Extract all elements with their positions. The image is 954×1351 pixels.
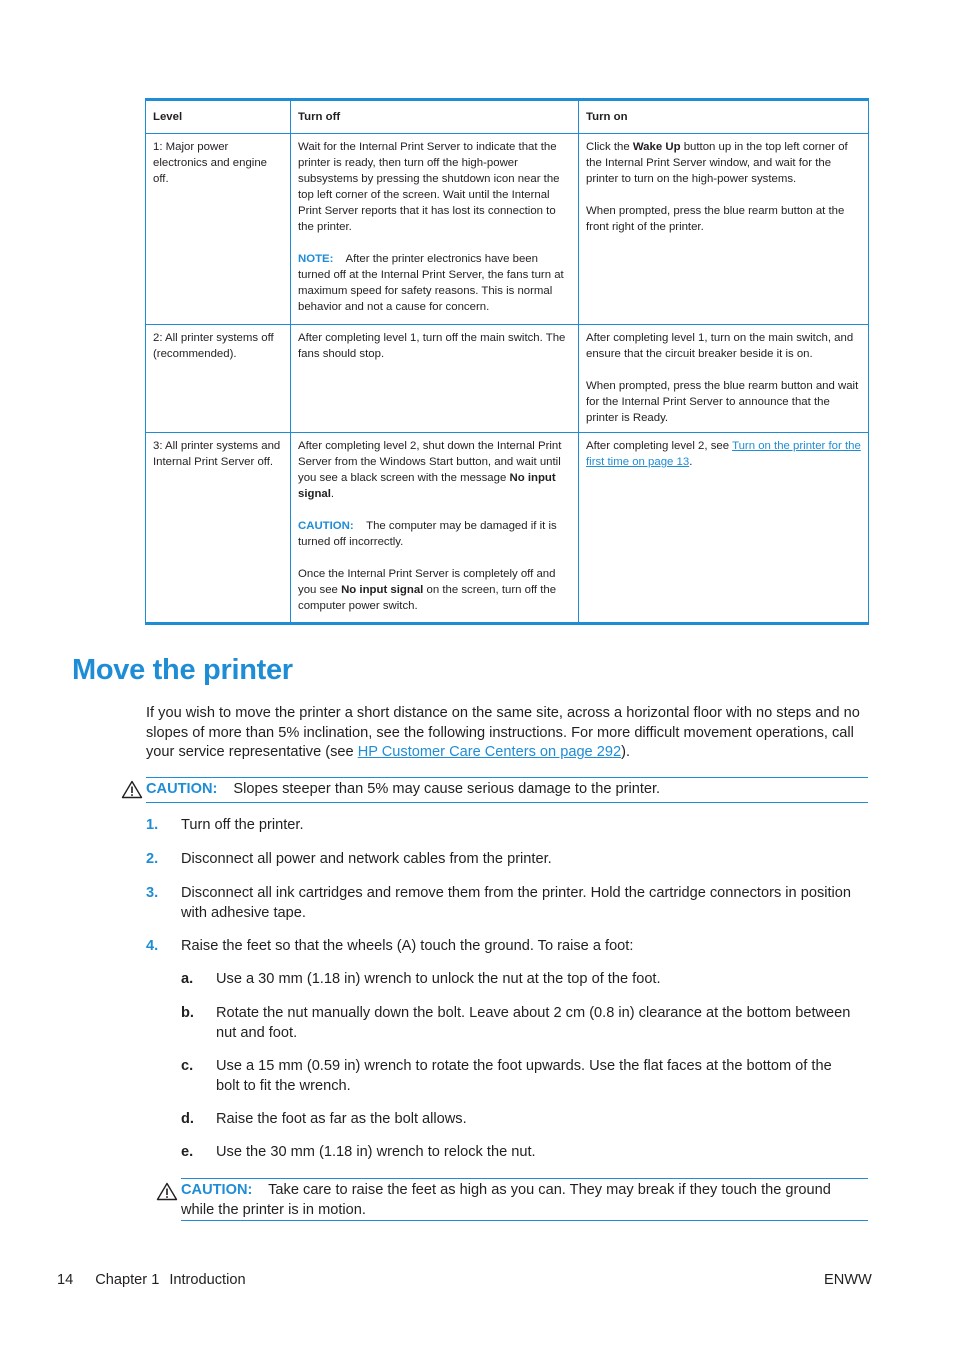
caution-text: Slopes steeper than 5% may cause serious damage to the printer.	[233, 781, 661, 797]
turn-off-text	[298, 438, 572, 502]
intro-paragraph	[146, 704, 868, 763]
turn-on-cell	[579, 325, 869, 433]
table-row	[146, 134, 869, 325]
caution-label: CAUTION:	[146, 781, 218, 797]
table-row	[146, 433, 869, 624]
text-run: .	[689, 456, 693, 468]
section-title: Move the printer	[72, 654, 293, 686]
step-number: 3.	[146, 885, 159, 901]
table-header-row	[146, 100, 869, 134]
turn-on-text: When prompted, press the blue rearm button at the front right of the printer.	[586, 205, 845, 233]
level-cell	[146, 433, 291, 624]
turn-off-cell	[291, 433, 579, 624]
substep-letter: b.	[181, 1005, 194, 1021]
substep-text: Raise the foot as far as the bolt allows.	[216, 1111, 467, 1127]
customer-care-link[interactable]: HP Customer Care Centers on page 292	[357, 744, 622, 760]
warning-triangle-icon	[156, 1182, 178, 1201]
turn-on-text: After completing level 1, turn on the main switch, and ensure that the circuit breaker beside it is on.	[586, 332, 854, 360]
text-run: After completing level 2, shut down the Internal Print Server from the Windows Start button, and wait until you see a black screen with the message	[298, 440, 562, 484]
substep-text: Use a 15 mm (0.59 in) wrench to rotate the foot upwards. Use the flat faces at the bottom of the bolt to fit the wrench.	[216, 1058, 832, 1094]
note-label: NOTE:	[298, 253, 334, 265]
turn-off-cell	[291, 325, 579, 433]
step-text: Raise the feet so that the wheels (A) touch the ground. To raise a foot:	[181, 938, 634, 954]
level-text: 1: Major power electronics and engine off.	[153, 141, 267, 185]
caution-label: CAUTION:	[181, 1182, 253, 1198]
level-text: 3: All printer systems and Internal Print Server off.	[153, 440, 281, 468]
turn-on-text: When prompted, press the blue rearm button and wait for the Internal Print Server to announce that the printer is Ready.	[586, 380, 859, 424]
turn-on-first-time-link[interactable]: Turn on the printer for the first time on page 13	[586, 440, 861, 468]
power-levels-table	[145, 98, 869, 625]
turn-off-text: Wait for the Internal Print Server to indicate that the printer is ready, then turn off the high-power subsystems by pressing the shutdown icon near the top left corner of the screen. Wait until the Internal Print Server reports that it has lost its connection to the printer.	[298, 141, 560, 233]
table-row	[146, 325, 869, 433]
substep-letter: e.	[181, 1144, 194, 1160]
text-run: .	[330, 488, 335, 500]
chapter-label: Chapter 1	[95, 1272, 160, 1288]
caution-content	[146, 780, 660, 800]
turn-on-cell	[579, 134, 869, 325]
caution-box	[181, 1178, 868, 1221]
step-text: Turn off the printer.	[181, 817, 304, 833]
text-run: After completing level 2, see	[586, 440, 733, 452]
text-run: ).	[621, 744, 630, 760]
text-run: Click the	[586, 141, 633, 153]
caution-text: Take care to raise the feet as high as you can. They may break if they touch the ground while the printer is in motion.	[181, 1182, 831, 1218]
turn-on-text	[586, 438, 862, 470]
note	[298, 251, 572, 315]
step-number: 2.	[146, 851, 159, 867]
wake-up-label: Wake Up	[632, 141, 681, 153]
caution-content	[181, 1181, 851, 1220]
turn-off-text: After completing level 1, turn off the main switch. The fans should stop.	[298, 332, 566, 360]
no-input-signal-label: No input signal	[341, 584, 424, 596]
text-run: button up in the top left corner of the Internal Print Server window, and wait for the printer to turn on the high-power systems.	[586, 141, 848, 185]
turn-on-text	[586, 139, 862, 187]
turn-off-text	[298, 566, 572, 614]
level-cell	[146, 134, 291, 325]
page-number: 14	[57, 1272, 74, 1288]
substep-letter: d.	[181, 1111, 194, 1127]
substep-text: Use the 30 mm (1.18 in) wrench to relock the nut.	[216, 1144, 536, 1160]
header-turn-off: Turn off	[291, 100, 579, 134]
note-text: After the printer electronics have been turned off at the Internal Print Server, the fans turn at maximum speed for safety reasons. This is normal behavior and not a cause for concern.	[298, 253, 564, 313]
substep-text: Use a 30 mm (1.18 in) wrench to unlock the nut at the top of the foot.	[216, 971, 661, 987]
substep-letter: c.	[181, 1058, 194, 1074]
page-footer	[57, 1272, 246, 1288]
chapter-title: Introduction	[169, 1272, 246, 1288]
text-run: If you wish to move the printer a short distance on the same site, across a horizontal floor with no steps and no slopes of more than 5% inclination, see the following instructions. For more difficult movement operations, call your service representative (see	[146, 705, 860, 760]
step-text: Disconnect all ink cartridges and remove them from the printer. Hold the cartridge connectors in position with adhesive tape.	[181, 885, 852, 921]
step-number: 1.	[146, 817, 159, 833]
level-cell	[146, 325, 291, 433]
turn-off-cell	[291, 134, 579, 325]
no-input-signal-label: No input signal	[298, 472, 556, 500]
caution-text: The computer may be damaged if it is turned off incorrectly.	[298, 520, 557, 548]
level-text: 2: All printer systems off (recommended).	[153, 332, 274, 360]
step-number: 4.	[146, 938, 159, 954]
text-run: Once the Internal Print Server is completely off and you see	[298, 568, 556, 596]
step-text: Disconnect all power and network cables from the printer.	[181, 851, 552, 867]
doc-code: ENWW	[824, 1272, 872, 1288]
text-run: on the screen, turn off the computer power switch.	[298, 584, 557, 612]
caution-box	[146, 777, 868, 803]
caution-note	[298, 518, 572, 550]
warning-triangle-icon	[121, 780, 143, 799]
header-level: Level	[146, 100, 291, 134]
caution-label: CAUTION:	[298, 520, 354, 532]
header-turn-on: Turn on	[579, 100, 869, 134]
substep-letter: a.	[181, 971, 194, 987]
turn-on-cell	[579, 433, 869, 624]
substep-text: Rotate the nut manually down the bolt. Leave about 2 cm (0.8 in) clearance at the bottom between nut and foot.	[216, 1005, 851, 1041]
